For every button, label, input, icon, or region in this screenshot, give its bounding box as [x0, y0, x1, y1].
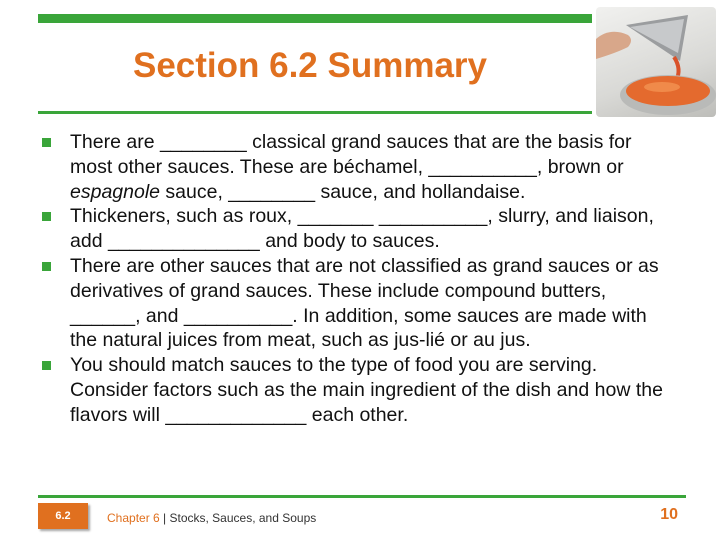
page-number: 10 [660, 506, 678, 523]
bullet-text: Thickeners, such as roux, _______ __________, slurry, and liaison, add ______________ and body to sauces. [70, 205, 654, 253]
bullet-text: There are other sauces that are not classified as grand sauces or as derivatives of grand sauces. These include compound butters, ______, and __________. In addition, some sauces are made with the natural juices from meat, such as jus-lié or au jus. [70, 254, 659, 352]
top-green-rule [38, 14, 592, 23]
chapter-title: Stocks, Sauces, and Soups [169, 511, 317, 525]
square-bullet-icon [42, 361, 51, 370]
bullet-item [38, 204, 678, 254]
square-bullet-icon [42, 138, 51, 147]
bullet-item [38, 130, 678, 204]
square-bullet-icon [42, 212, 51, 221]
chapter-label: Chapter 6 [107, 511, 160, 525]
bullet-text-italic: espagnole [70, 180, 160, 203]
bullet-item [38, 254, 678, 353]
title-underline-rule [38, 111, 592, 114]
bullet-text-part: There are ________ classical grand sauces that are the basis for most other sauces. These are béchamel, __________, brown or [70, 131, 632, 178]
chapter-separator: | [159, 511, 170, 525]
section-badge: 6.2 [38, 503, 88, 529]
summary-bullet-list [38, 130, 678, 428]
footer-green-rule [38, 495, 686, 498]
bullet-item [38, 353, 678, 427]
slide-title: Section 6.2 Summary [132, 46, 488, 85]
square-bullet-icon [42, 262, 51, 271]
footer-chapter-text [107, 511, 316, 525]
bullet-text: You should match sauces to the type of food you are serving. Consider factors such as the main ingredient of the dish and how the flavors will _____________ each other. [70, 354, 663, 426]
bullet-text-part: sauce, ________ sauce, and hollandaise. [160, 180, 526, 203]
